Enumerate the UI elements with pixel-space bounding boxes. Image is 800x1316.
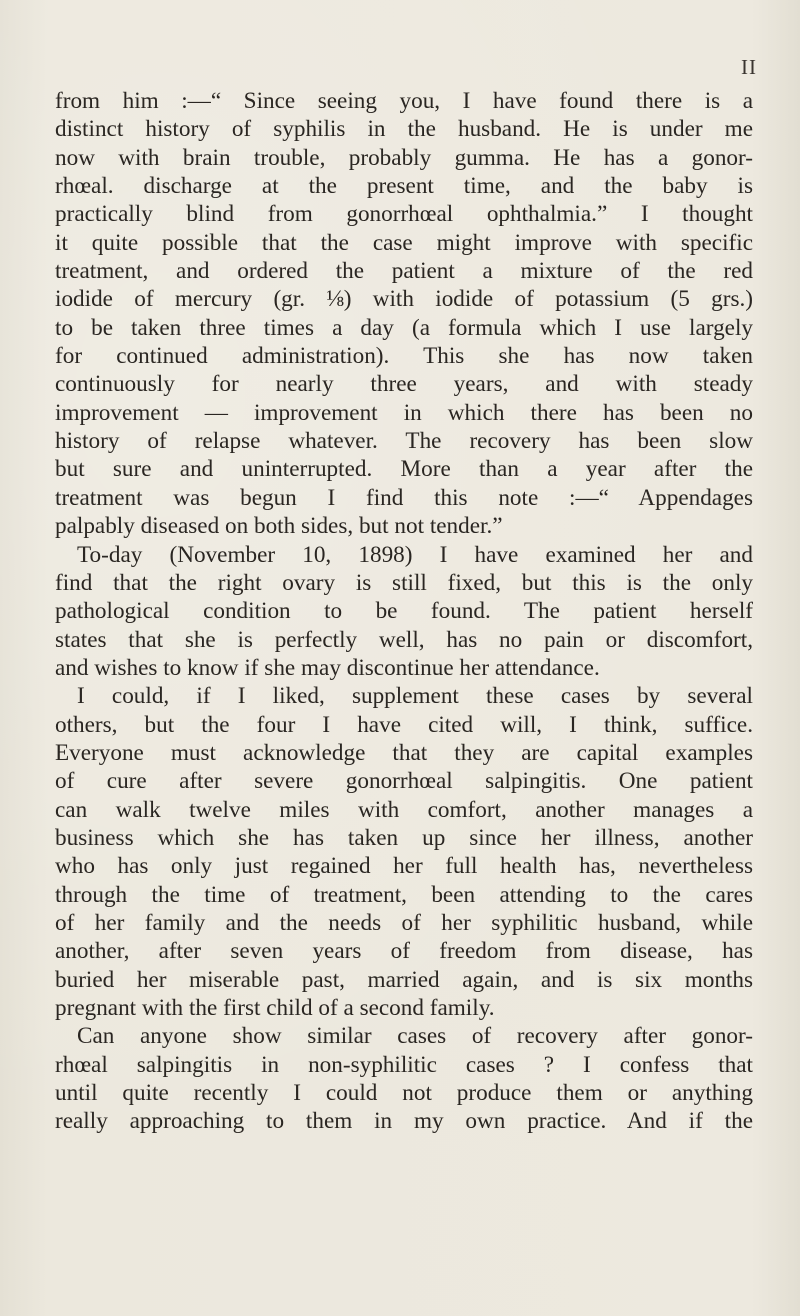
text-line: practically blind from gonorrhœal ophthalmia.” I thought	[55, 201, 753, 228]
text-line: improvement — improvement in which there has been no	[55, 399, 753, 426]
text-line: Everyone must acknowledge that they are capital examples	[55, 739, 753, 766]
paragraph-start-line: To-day (November 10, 1898) I have examined her and	[77, 541, 753, 568]
text-line: through the time of treatment, been attending to the cares	[55, 881, 753, 908]
text-line: and wishes to know if she may discontinue her attendance.	[55, 654, 600, 681]
text-line: another, after seven years of freedom from disease, has	[55, 938, 753, 965]
text-line: rhœal salpingitis in non-syphilitic cases ? I confess that	[55, 1051, 753, 1078]
text-line: continuously for nearly three years, and with steady	[55, 371, 753, 398]
body-text	[55, 87, 753, 1136]
text-line: for continued administration). This she has now taken	[55, 343, 753, 370]
text-line: iodide of mercury (gr. ⅛) with iodide of potassium (5 grs.)	[55, 286, 753, 313]
text-line: it quite possible that the case might improve with specific	[55, 229, 753, 256]
text-line: pregnant with the first child of a second family.	[55, 995, 495, 1021]
text-line: buried her miserable past, married again, and is six months	[55, 966, 753, 993]
text-line: now with brain trouble, probably gumma. He has a gonor-	[55, 144, 753, 171]
text-line: others, but the four I have cited will, I think, suffice.	[55, 711, 753, 738]
text-line: states that she is perfectly well, has no pain or discomfort,	[55, 626, 753, 653]
text-line: from him :—“ Since seeing you, I have found there is a	[55, 88, 753, 114]
text-line: of her family and the needs of her syphilitic husband, while	[55, 909, 753, 936]
text-line: but sure and uninterrupted. More than a year after the	[55, 456, 753, 483]
text-line: can walk twelve miles with comfort, another manages a	[55, 796, 753, 823]
text-line: find that the right ovary is still fixed, but this is the only	[55, 569, 753, 596]
text-line: pathological condition to be found. The patient herself	[55, 598, 753, 625]
paragraph-start-line: Can anyone show similar cases of recovery after gonor-	[77, 1023, 753, 1050]
text-line: palpably diseased on both sides, but not tender.”	[55, 513, 503, 540]
text-line: history of relapse whatever. The recovery has been slow	[55, 428, 753, 455]
page-number: II	[741, 55, 757, 79]
text-line: treatment was begun I find this note :—“ Appendages	[55, 484, 753, 511]
text-line: to be taken three times a day (a formula which I use largely	[55, 314, 753, 341]
text-line: who has only just regained her full health has, nevertheless	[55, 853, 753, 880]
text-line: business which she has taken up since her illness, another	[55, 824, 753, 851]
text-line: treatment, and ordered the patient a mixture of the red	[55, 258, 753, 285]
text-line: rhœal. discharge at the present time, and the baby is	[55, 173, 753, 200]
text-line: of cure after severe gonorrhœal salpingitis. One patient	[55, 768, 753, 795]
text-line: until quite recently I could not produce them or anything	[55, 1080, 753, 1107]
text-line: really approaching to them in my own practice. And if the	[55, 1108, 753, 1135]
paragraph-start-line: I could, if I liked, supplement these cases by several	[77, 683, 753, 710]
text-line: distinct history of syphilis in the husband. He is under me	[55, 116, 753, 143]
